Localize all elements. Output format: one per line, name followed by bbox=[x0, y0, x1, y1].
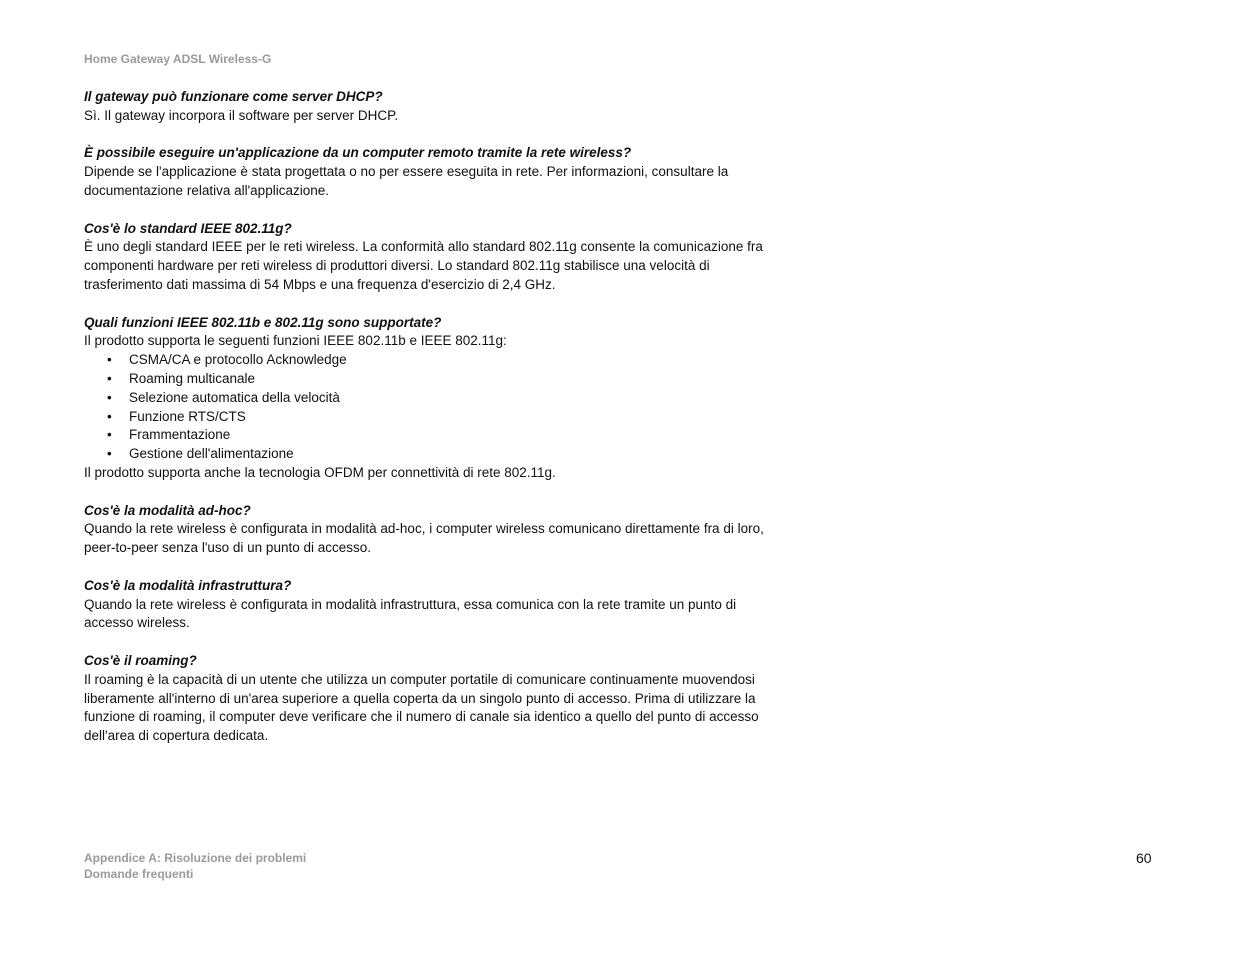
faq-question: Cos'è il roaming? bbox=[84, 652, 197, 668]
list-item: • Roaming multicanale bbox=[84, 370, 764, 389]
faq-answer: Dipende se l'applicazione è stata progettata o no per essere eseguita in rete. Per informazioni, consultare la documentazione relativa all'applicazione. bbox=[84, 164, 729, 198]
faq-item-dhcp bbox=[84, 88, 764, 126]
list-item: • CSMA/CA e protocollo Acknowledge bbox=[84, 351, 764, 370]
faq-answer: Sì. Il gateway incorpora il software per server DHCP. bbox=[84, 107, 399, 123]
feature-list bbox=[84, 351, 764, 464]
faq-item-adhoc bbox=[84, 502, 764, 558]
faq-answer-outro: Il prodotto supporta anche la tecnologia OFDM per connettività di rete 802.11g. bbox=[84, 464, 556, 480]
faq-question: Cos'è lo standard IEEE 802.11g? bbox=[84, 220, 292, 236]
page-number: 60 bbox=[1136, 850, 1152, 866]
faq-content bbox=[84, 88, 764, 765]
footer-section: Domande frequenti bbox=[84, 867, 194, 881]
faq-question: È possibile eseguire un'applicazione da un computer remoto tramite la rete wireless? bbox=[84, 145, 632, 161]
faq-item-infrastructure bbox=[84, 577, 764, 633]
faq-question: Cos'è la modalità infrastruttura? bbox=[84, 577, 292, 593]
list-item: • Funzione RTS/CTS bbox=[84, 408, 764, 427]
faq-item-supported-features bbox=[84, 314, 764, 483]
faq-answer: Quando la rete wireless è configurata in modalità infrastruttura, essa comunica con la rete tramite un punto di accesso wireless. bbox=[84, 596, 737, 631]
faq-answer: Quando la rete wireless è configurata in modalità ad-hoc, i computer wireless comunicano direttamente fra di loro, peer-to-peer senza l'uso di un punto di accesso. bbox=[84, 521, 764, 556]
faq-answer: Il roaming è la capacità di un utente che utilizza un computer portatile di comunicare continuamente muovendosi liberamente all'interno di un'area superiore a quella coperta da un singolo punto di accesso. Prima di utilizzare la funzione di roaming, il computer deve verificare che il numero di canale sia identico a quello del punto di accesso dell'area di copertura dedicata. bbox=[84, 671, 759, 744]
faq-answer-intro: Il prodotto supporta le seguenti funzioni IEEE 802.11b e IEEE 802.11g: bbox=[84, 333, 507, 349]
list-item: • Selezione automatica della velocità bbox=[84, 389, 764, 408]
faq-answer: È uno degli standard IEEE per le reti wireless. La conformità allo standard 802.11g consente la comunicazione fra componenti hardware per reti wireless di produttori diversi. Lo standard 802.11g stabilisce una velocità di trasferimento dati massima di 54 Mbps e una frequenza d'esercizio di 2,4 GHz. bbox=[84, 239, 763, 292]
faq-item-remote-app bbox=[84, 144, 764, 200]
faq-question: Il gateway può funzionare come server DHCP? bbox=[84, 89, 383, 104]
faq-item-80211g bbox=[84, 220, 764, 295]
list-item: • Frammentazione bbox=[84, 426, 764, 445]
document-header: Home Gateway ADSL Wireless-G bbox=[84, 52, 272, 66]
list-item: • Gestione dell'alimentazione bbox=[84, 445, 764, 464]
faq-item-roaming bbox=[84, 652, 764, 746]
footer-chapter: Appendice A: Risoluzione dei problemi bbox=[84, 851, 307, 865]
faq-question: Cos'è la modalità ad-hoc? bbox=[84, 502, 251, 518]
document-footer bbox=[84, 850, 306, 882]
faq-question: Quali funzioni IEEE 802.11b e 802.11g sono supportate? bbox=[84, 314, 442, 330]
